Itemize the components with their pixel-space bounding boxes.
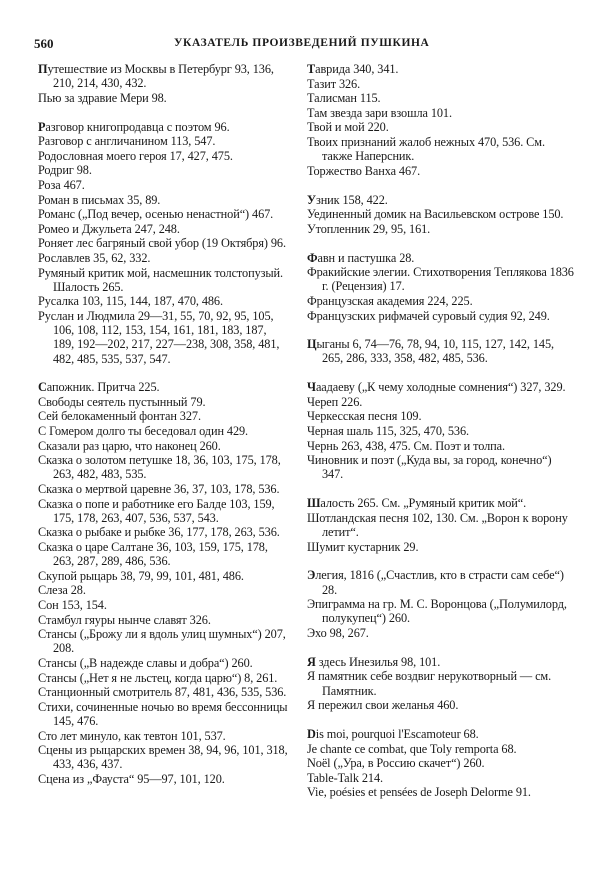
index-entry: Талисман 115.: [307, 91, 381, 106]
index-entry: Рославлев 35, 62, 332.: [38, 250, 151, 265]
index-entry: Роман в письмах 35, 89.: [38, 192, 161, 207]
index-entry-lead: Э: [307, 568, 316, 583]
index-entry: Я памятник себе воздвиг нерукотворный — см. Памятник.: [307, 669, 552, 698]
index-entry: Цыганы 6, 74—76, 78, 94, 10, 115, 127, 142, 145, 265, 286, 333, 358, 482, 485, 536.: [307, 337, 554, 366]
index-entry: Je chante ce combat, que Toly remporta 68.: [307, 741, 517, 756]
index-entry: Стансы („Брожу ли я вдоль улиц шумных“) 207, 208.: [38, 627, 286, 656]
index-entry: Родриг 98.: [38, 163, 92, 178]
index-entry: Путешествие из Москвы в Петербург 93, 136, 210, 214, 430, 432.: [38, 62, 274, 91]
index-entry: Узник 158, 422.: [307, 192, 388, 207]
index-entry: Тазит 326.: [307, 76, 361, 91]
section-gap: [307, 366, 575, 380]
index-entry: Фавн и пастушка 28.: [307, 250, 415, 265]
index-entry: Чернь 263, 438, 475. См. Поэт и толпа.: [307, 438, 505, 453]
index-entry: Черная шаль 115, 325, 470, 536.: [307, 424, 469, 439]
index-entry-lead: Ф: [307, 250, 318, 265]
index-entry: Я пережил свои желанья 460.: [307, 698, 459, 713]
index-entry: Стансы („Нет я не льстец, когда царю“) 8, 261.: [38, 670, 278, 685]
index-entry: Элегия, 1816 („Счастлив, кто в страсти сам себе“) 28.: [307, 568, 564, 597]
index-entry: Шалость 265. См. „Румяный критик мой“.: [307, 496, 527, 511]
section-gap: [307, 713, 575, 727]
index-entry: Станционный смотритель 87, 481, 436, 535, 536.: [38, 685, 287, 700]
index-entry: Французская академия 224, 225.: [307, 293, 473, 308]
index-entry: Сцены из рыцарских времен 38, 94, 96, 101, 318, 433, 436, 437.: [38, 743, 288, 772]
index-entry: Романс („Под вечер, осенью ненастной“) 467.: [38, 207, 274, 222]
index-entry: Сказка о царе Салтане 36, 103, 159, 175, 178, 263, 287, 289, 486, 536.: [38, 540, 268, 569]
index-entry-lead: Ч: [307, 380, 316, 395]
index-entry: Разговор с англичанином 113, 547.: [38, 134, 216, 149]
index-entry: Утопленник 29, 95, 161.: [307, 221, 431, 236]
index-entry: Скупой рыцарь 38, 79, 99, 101, 481, 486.: [38, 568, 244, 583]
section-gap: [307, 236, 575, 250]
index-entry-lead: D: [307, 726, 316, 741]
index-entry-lead: П: [38, 62, 48, 76]
index-entry: Чаадаеву („К чему холодные сомнения“) 327, 329.: [307, 380, 566, 395]
index-entry: Твой и мой 220.: [307, 120, 389, 135]
index-entry: Разговор книгопродавца с поэтом 96.: [38, 119, 230, 134]
index-entry: Русалка 103, 115, 144, 187, 470, 486.: [38, 294, 223, 309]
index-entry: Руслан и Людмила 29—31, 55, 70, 92, 95, 105, 106, 108, 112, 153, 154, 161, 181, 183, 187, 189, 192—202, 217, 227—238, 308, 358, 481, 482, 485, 535, 537, 547.: [38, 308, 280, 366]
index-entry: Сон 153, 154.: [38, 598, 107, 613]
page-header: [34, 36, 576, 52]
index-entry: Шумит кустарник 29.: [307, 539, 419, 554]
section-gap: [38, 366, 290, 380]
index-entry: Dis moi, pourquoi l'Escamoteur 68.: [307, 726, 479, 741]
index-entry-lead: У: [307, 192, 316, 207]
section-gap: [38, 105, 290, 119]
index-entry: Родословная моего героя 17, 427, 475.: [38, 148, 233, 163]
index-entry: Стамбул гяуры нынче славят 326.: [38, 612, 211, 627]
index-entry: Сапожник. Притча 225.: [38, 380, 160, 395]
index-entry: Торжество Ванха 467.: [307, 163, 421, 178]
index-entry: Череп 226.: [307, 394, 363, 409]
index-entry: Слеза 28.: [38, 583, 86, 598]
index-entry: Таврида 340, 341.: [307, 62, 399, 76]
index-entry: Чиновник и поэт („Куда вы, за город, конечно“) 347.: [307, 453, 552, 482]
index-entry-lead: Я: [307, 654, 316, 669]
running-title: УКАЗАТЕЛЬ ПРОИЗВЕДЕНИЙ ПУШКИНА: [174, 37, 430, 49]
index-entry: Свободы сеятель пустынный 79.: [38, 394, 206, 409]
index-entry: Эпиграмма на гр. М. С. Воронцова („Полумилорд, полукупец“) 260.: [307, 597, 567, 626]
index-entry: Стансы („В надежде славы и добра“) 260.: [38, 656, 253, 671]
index-entry: Эхо 98, 267.: [307, 625, 369, 640]
index-entry: Noël („Ура, в Россию скачет“) 260.: [307, 756, 485, 771]
index-entry: Черкесская песня 109.: [307, 409, 422, 424]
section-gap: [307, 482, 575, 496]
index-column-left: [38, 62, 290, 787]
index-entry-lead: Т: [307, 62, 316, 76]
index-entry-lead: Ш: [307, 496, 321, 511]
section-gap: [307, 178, 575, 192]
index-entry: Ромео и Джульета 247, 248.: [38, 221, 180, 236]
section-gap: [307, 323, 575, 337]
index-entry: Стихи, сочиненные ночью во время бессонницы 145, 476.: [38, 699, 288, 728]
page-number: 560: [34, 36, 54, 51]
index-entry: Сказали раз царю, что наконец 260.: [38, 438, 221, 453]
index-entry: Vie, poésies et pensées de Joseph Delorme 91.: [307, 785, 531, 800]
index-entry: Сказка о мертвой царевне 36, 37, 103, 178, 536.: [38, 482, 280, 497]
index-entry: Я здесь Инезилья 98, 101.: [307, 654, 441, 669]
index-entry: Сказка о попе и работнике его Балде 103, 159, 175, 178, 263, 407, 536, 537, 543.: [38, 496, 275, 525]
section-gap: [307, 641, 575, 655]
index-column-right: [307, 62, 575, 800]
index-entry: Table-Talk 214.: [307, 770, 383, 785]
index-entry-lead: Ц: [307, 337, 317, 352]
index-entry: Пью за здравие Мери 98.: [38, 90, 167, 105]
index-entry: Сто лет минуло, как тевтон 101, 537.: [38, 728, 226, 743]
index-entry: Румяный критик мой, насмешник толстопузый. Шалость 265.: [38, 265, 283, 294]
index-entry: Сей белокаменный фонтан 327.: [38, 409, 201, 424]
index-entry: Роза 467.: [38, 177, 85, 192]
index-entry: С Гомером долго ты беседовал один 429.: [38, 424, 249, 439]
index-entry-lead: Р: [38, 119, 46, 134]
index-entry: Твоих признаний жалоб нежных 470, 536. См. также Наперсник.: [307, 134, 545, 164]
index-entry: Французских рифмачей суровый судия 92, 249.: [307, 308, 550, 323]
index-entry: Фракийские элегии. Стихотворения Теплякова 1836 г. (Рецензия) 17.: [307, 265, 574, 294]
index-entry: Там звезда зари взошла 101.: [307, 105, 452, 120]
section-gap: [307, 554, 575, 568]
index-entry: Роняет лес багряный свой убор (19 Октября) 96.: [38, 236, 286, 251]
index-entry: Сцена из „Фауста“ 95—97, 101, 120.: [38, 771, 225, 786]
index-entry-lead: С: [38, 380, 47, 395]
index-entry: Уединенный домик на Васильевском острове 150.: [307, 207, 564, 222]
index-entry: Сказка о рыбаке и рыбке 36, 177, 178, 263, 536.: [38, 525, 280, 540]
index-entry: Сказка о золотом петушке 18, 36, 103, 175, 178, 263, 482, 483, 535.: [38, 453, 281, 482]
index-entry: Шотландская песня 102, 130. См. „Ворон к ворону летит“.: [307, 510, 568, 540]
